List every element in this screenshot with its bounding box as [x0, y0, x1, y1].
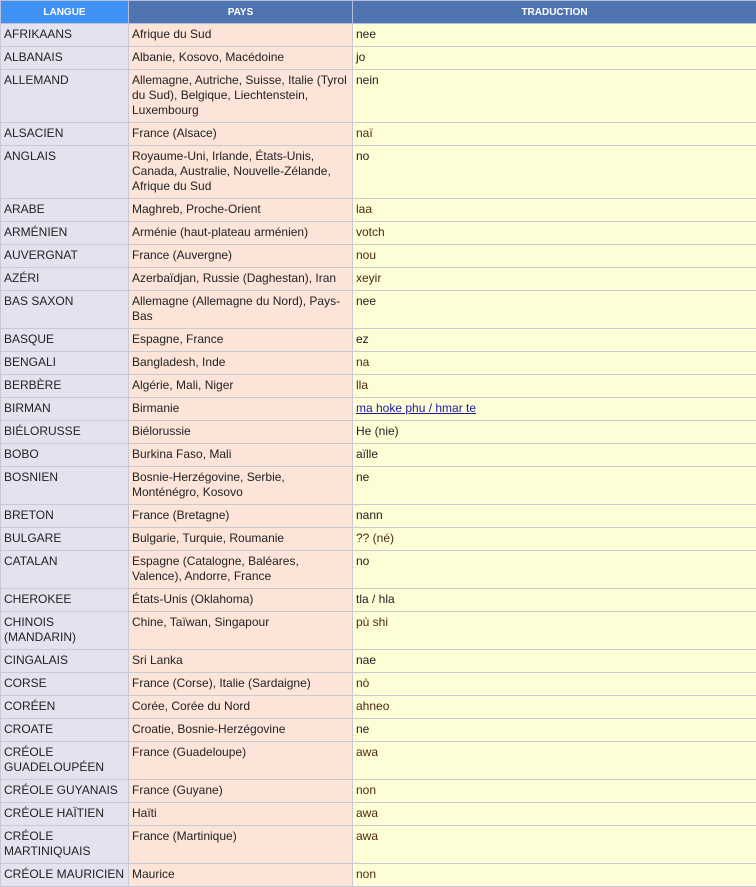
cell-langue: BERBÈRE	[1, 375, 129, 398]
cell-traduction: lla	[353, 375, 756, 398]
table-row	[1, 70, 756, 123]
cell-traduction: nou	[353, 245, 756, 268]
cell-traduction: nee	[353, 24, 756, 47]
cell-pays: Bangladesh, Inde	[129, 352, 353, 375]
cell-traduction: votch	[353, 222, 756, 245]
cell-traduction: ne	[353, 467, 756, 505]
cell-langue: BENGALI	[1, 352, 129, 375]
cell-traduction: awa	[353, 826, 756, 864]
cell-langue: BULGARE	[1, 528, 129, 551]
cell-traduction: jo	[353, 47, 756, 70]
table-row	[1, 826, 756, 864]
cell-pays: France (Guadeloupe)	[129, 742, 353, 780]
cell-traduction: tla / hla	[353, 589, 756, 612]
cell-traduction: ahneo	[353, 696, 756, 719]
cell-langue: BAS SAXON	[1, 291, 129, 329]
cell-traduction: ez	[353, 329, 756, 352]
cell-traduction: no	[353, 146, 756, 199]
table-row	[1, 612, 756, 650]
cell-langue: ARMÉNIEN	[1, 222, 129, 245]
cell-pays: Espagne (Catalogne, Baléares, Valence), Andorre, France	[129, 551, 353, 589]
cell-langue: CINGALAIS	[1, 650, 129, 673]
table-row	[1, 47, 756, 70]
cell-langue: CRÉOLE MARTINIQUAIS	[1, 826, 129, 864]
table-row	[1, 803, 756, 826]
cell-traduction: naï	[353, 123, 756, 146]
table-row	[1, 421, 756, 444]
cell-pays: Algérie, Mali, Niger	[129, 375, 353, 398]
table-row	[1, 505, 756, 528]
cell-traduction: no	[353, 551, 756, 589]
header-traduction[interactable]: TRADUCTION	[353, 1, 756, 24]
cell-traduction: pù shi	[353, 612, 756, 650]
cell-pays: Maurice	[129, 864, 353, 887]
cell-langue: BIÉLORUSSE	[1, 421, 129, 444]
cell-pays: France (Bretagne)	[129, 505, 353, 528]
cell-langue: ALBANAIS	[1, 47, 129, 70]
table-row	[1, 742, 756, 780]
table-row	[1, 673, 756, 696]
cell-langue: BOBO	[1, 444, 129, 467]
table-row	[1, 650, 756, 673]
cell-pays: Arménie (haut-plateau arménien)	[129, 222, 353, 245]
cell-langue: AUVERGNAT	[1, 245, 129, 268]
cell-pays: Espagne, France	[129, 329, 353, 352]
table-row	[1, 696, 756, 719]
cell-traduction: non	[353, 864, 756, 887]
cell-traduction: non	[353, 780, 756, 803]
cell-traduction: nein	[353, 70, 756, 123]
table-row	[1, 780, 756, 803]
cell-pays: Sri Lanka	[129, 650, 353, 673]
cell-traduction: nae	[353, 650, 756, 673]
cell-langue: CRÉOLE HAÏTIEN	[1, 803, 129, 826]
table-row	[1, 245, 756, 268]
cell-pays: Corée, Corée du Nord	[129, 696, 353, 719]
table-row	[1, 329, 756, 352]
table-row	[1, 551, 756, 589]
cell-langue: ALSACIEN	[1, 123, 129, 146]
cell-pays: France (Alsace)	[129, 123, 353, 146]
cell-pays: Afrique du Sud	[129, 24, 353, 47]
cell-pays: Albanie, Kosovo, Macédoine	[129, 47, 353, 70]
cell-pays: Birmanie	[129, 398, 353, 421]
table-body	[1, 24, 756, 887]
cell-langue: BIRMAN	[1, 398, 129, 421]
cell-pays: Allemagne (Allemagne du Nord), Pays-Bas	[129, 291, 353, 329]
table-row	[1, 528, 756, 551]
cell-langue: CATALAN	[1, 551, 129, 589]
cell-traduction: awa	[353, 803, 756, 826]
table-row	[1, 268, 756, 291]
table-row	[1, 719, 756, 742]
cell-langue: ALLEMAND	[1, 70, 129, 123]
table-row	[1, 589, 756, 612]
cell-langue: BASQUE	[1, 329, 129, 352]
cell-traduction: nee	[353, 291, 756, 329]
table-row	[1, 222, 756, 245]
cell-traduction: laa	[353, 199, 756, 222]
table-row	[1, 291, 756, 329]
cell-pays: Croatie, Bosnie-Herzégovine	[129, 719, 353, 742]
cell-traduction: ne	[353, 719, 756, 742]
cell-langue: CROATE	[1, 719, 129, 742]
cell-langue: AFRIKAANS	[1, 24, 129, 47]
table-row	[1, 123, 756, 146]
cell-langue: CRÉOLE GUADELOUPÉEN	[1, 742, 129, 780]
cell-langue: CRÉOLE MAURICIEN	[1, 864, 129, 887]
cell-pays: Azerbaïdjan, Russie (Daghestan), Iran	[129, 268, 353, 291]
cell-traduction: He (nie)	[353, 421, 756, 444]
table-row	[1, 444, 756, 467]
table-row	[1, 199, 756, 222]
cell-pays: Allemagne, Autriche, Suisse, Italie (Tyrol du Sud), Belgique, Liechtenstein, Luxembourg	[129, 70, 353, 123]
table-row	[1, 864, 756, 887]
cell-pays: Bosnie-Herzégovine, Serbie, Monténégro, Kosovo	[129, 467, 353, 505]
cell-traduction: aïlle	[353, 444, 756, 467]
header-langue[interactable]: LANGUE	[1, 1, 129, 24]
cell-traduction	[353, 398, 756, 421]
table-row	[1, 375, 756, 398]
cell-langue: ANGLAIS	[1, 146, 129, 199]
table-row	[1, 467, 756, 505]
cell-traduction: nann	[353, 505, 756, 528]
table-row	[1, 24, 756, 47]
cell-traduction: na	[353, 352, 756, 375]
cell-traduction: ?? (né)	[353, 528, 756, 551]
cell-traduction: xeyir	[353, 268, 756, 291]
cell-langue: CORSE	[1, 673, 129, 696]
cell-pays: France (Guyane)	[129, 780, 353, 803]
table-row	[1, 352, 756, 375]
cell-langue: AZÉRI	[1, 268, 129, 291]
cell-pays: Burkina Faso, Mali	[129, 444, 353, 467]
cell-pays: Maghreb, Proche-Orient	[129, 199, 353, 222]
cell-pays: Haïti	[129, 803, 353, 826]
cell-langue: CRÉOLE GUYANAIS	[1, 780, 129, 803]
cell-langue: ARABE	[1, 199, 129, 222]
cell-pays: Royaume-Uni, Irlande, États-Unis, Canada, Australie, Nouvelle-Zélande, Afrique du Sud	[129, 146, 353, 199]
table-header-row	[1, 1, 756, 24]
cell-pays: France (Martinique)	[129, 826, 353, 864]
cell-langue: CHINOIS (MANDARIN)	[1, 612, 129, 650]
cell-pays: Biélorussie	[129, 421, 353, 444]
cell-langue: BRETON	[1, 505, 129, 528]
cell-pays: Bulgarie, Turquie, Roumanie	[129, 528, 353, 551]
header-pays[interactable]: PAYS	[129, 1, 353, 24]
cell-pays: France (Auvergne)	[129, 245, 353, 268]
cell-pays: France (Corse), Italie (Sardaigne)	[129, 673, 353, 696]
cell-langue: CORÉEN	[1, 696, 129, 719]
traduction-link[interactable]: ma hoke phu / hmar te	[356, 401, 476, 415]
cell-traduction: awa	[353, 742, 756, 780]
table-row	[1, 398, 756, 421]
cell-traduction: nò	[353, 673, 756, 696]
table-row	[1, 146, 756, 199]
cell-pays: Chine, Taïwan, Singapour	[129, 612, 353, 650]
cell-langue: BOSNIEN	[1, 467, 129, 505]
cell-langue: CHEROKEE	[1, 589, 129, 612]
cell-pays: États-Unis (Oklahoma)	[129, 589, 353, 612]
